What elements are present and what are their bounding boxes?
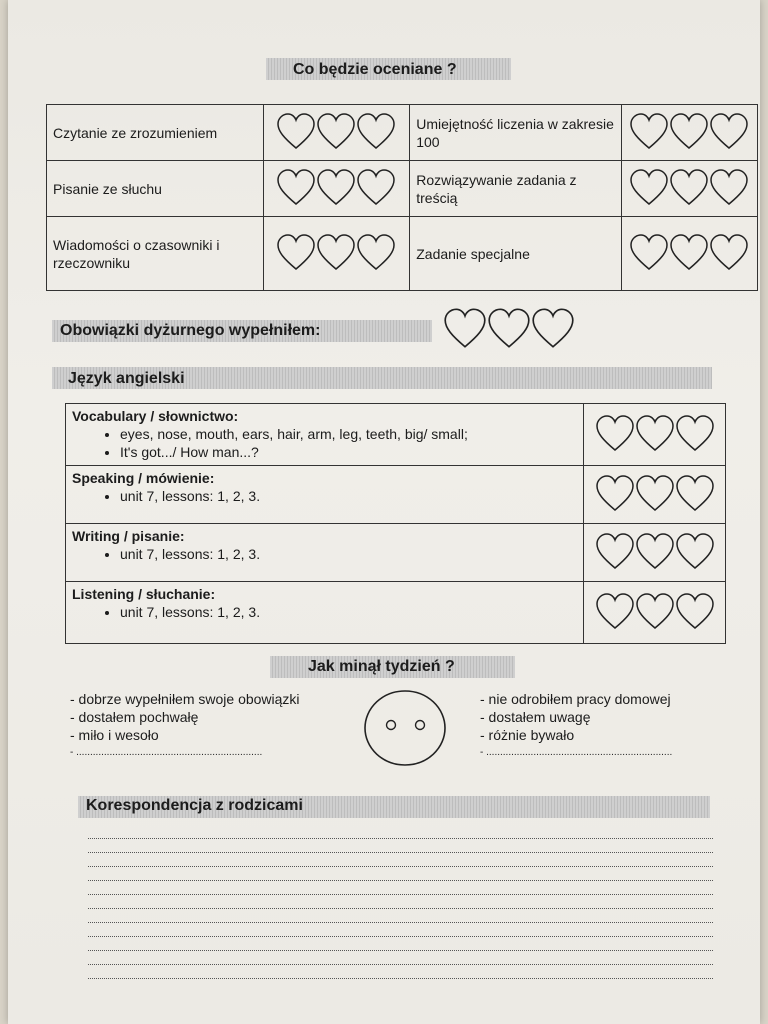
heart-rating[interactable]: [584, 404, 726, 466]
heart-icon[interactable]: [276, 167, 316, 207]
heart-rating[interactable]: [263, 161, 410, 217]
heart-icon[interactable]: [487, 306, 531, 350]
heart-icon[interactable]: [316, 167, 356, 207]
english-items: [72, 425, 577, 461]
assessment-skill-right: Zadanie specjalne: [410, 217, 622, 291]
writing-line[interactable]: [88, 866, 713, 867]
writing-line[interactable]: [88, 894, 713, 895]
writing-line[interactable]: [88, 936, 713, 937]
assessment-title: Co będzie oceniane ?: [293, 61, 457, 78]
writing-line[interactable]: [88, 908, 713, 909]
english-skill-cell: [66, 524, 584, 582]
heart-rating[interactable]: [263, 217, 410, 291]
heart-icon[interactable]: [629, 232, 669, 272]
heart-rating[interactable]: [584, 582, 726, 644]
worksheet-page: [8, 0, 760, 1024]
week-good-item: - ...................................................................: [70, 747, 263, 758]
heart-icon[interactable]: [276, 232, 316, 272]
heart-icon[interactable]: [675, 531, 715, 571]
heart-icon[interactable]: [635, 473, 675, 513]
heart-icon[interactable]: [669, 111, 709, 151]
english-row: [66, 404, 726, 466]
heart-icon[interactable]: [629, 111, 669, 151]
assessment-skill-right: Umiejętność liczenia w zakresie 100: [410, 105, 622, 161]
english-title: Język angielski: [68, 370, 185, 387]
assessment-skill-right: Rozwiązywanie zadania z treścią: [410, 161, 622, 217]
english-item: • eyes, nose, mouth, ears, hair, arm, leg, teeth, big/ small;: [120, 425, 577, 443]
english-row: [66, 466, 726, 524]
writing-line[interactable]: [88, 950, 713, 951]
week-bad-item: - różnie bywało: [480, 727, 575, 743]
duty-heart-rating[interactable]: [443, 306, 575, 355]
heart-icon[interactable]: [356, 232, 396, 272]
heart-icon[interactable]: [635, 413, 675, 453]
writing-line[interactable]: [88, 922, 713, 923]
english-subject: Writing / pisanie:: [72, 528, 185, 544]
english-items: [72, 603, 577, 621]
heart-icon[interactable]: [276, 111, 316, 151]
heart-icon[interactable]: [595, 413, 635, 453]
english-subject: Listening / słuchanie:: [72, 586, 216, 602]
heart-icon[interactable]: [709, 111, 749, 151]
english-items: [72, 487, 577, 505]
english-item: • unit 7, lessons: 1, 2, 3.: [120, 603, 577, 621]
heart-icon[interactable]: [356, 111, 396, 151]
week-good-item: - dobrze wypełniłem swoje obowiązki: [70, 691, 300, 707]
english-table: [65, 403, 726, 644]
heart-icon[interactable]: [595, 531, 635, 571]
heart-icon[interactable]: [316, 232, 356, 272]
week-bad-item: - ...................................................................: [480, 747, 673, 758]
writing-line[interactable]: [88, 852, 713, 853]
heart-rating[interactable]: [263, 105, 410, 161]
english-item: • unit 7, lessons: 1, 2, 3.: [120, 545, 577, 563]
heart-icon[interactable]: [629, 167, 669, 207]
heart-icon[interactable]: [669, 167, 709, 207]
writing-line[interactable]: [88, 838, 713, 839]
heart-icon[interactable]: [635, 531, 675, 571]
english-subject: Vocabulary / słownictwo:: [72, 408, 239, 424]
heart-icon[interactable]: [316, 111, 356, 151]
heart-icon[interactable]: [675, 473, 715, 513]
face-circle-icon[interactable]: [360, 686, 450, 770]
heart-rating[interactable]: [621, 105, 757, 161]
heart-icon[interactable]: [675, 591, 715, 631]
heart-icon[interactable]: [635, 591, 675, 631]
week-good-list: [70, 690, 300, 762]
writing-line[interactable]: [88, 978, 713, 979]
english-item: • It's got.../ How man...?: [120, 443, 577, 461]
heart-icon[interactable]: [669, 232, 709, 272]
heart-rating[interactable]: [584, 466, 726, 524]
english-items: [72, 545, 577, 563]
assessment-row: [47, 105, 758, 161]
heart-rating[interactable]: [584, 524, 726, 582]
writing-line[interactable]: [88, 964, 713, 965]
english-skill-cell: [66, 582, 584, 644]
week-title: Jak minął tydzień ?: [308, 658, 455, 675]
english-subject: Speaking / mówienie:: [72, 470, 215, 486]
heart-icon[interactable]: [709, 167, 749, 207]
english-skill-cell: [66, 404, 584, 466]
english-row: [66, 582, 726, 644]
english-skill-cell: [66, 466, 584, 524]
heart-icon[interactable]: [531, 306, 575, 350]
assessment-skill-left: Czytanie ze zrozumieniem: [47, 105, 264, 161]
week-bad-item: - nie odrobiłem pracy domowej: [480, 691, 671, 707]
heart-icon[interactable]: [595, 473, 635, 513]
english-item: • unit 7, lessons: 1, 2, 3.: [120, 487, 577, 505]
assessment-skill-left: Wiadomości o czasowniki i rzeczowniku: [47, 217, 264, 291]
english-row: [66, 524, 726, 582]
week-good-item: - dostałem pochwałę: [70, 709, 199, 725]
duty-label: Obowiązki dyżurnego wypełniłem:: [60, 322, 321, 339]
week-bad-item: - dostałem uwagę: [480, 709, 591, 725]
week-bad-list: [480, 690, 672, 762]
heart-icon[interactable]: [709, 232, 749, 272]
heart-icon[interactable]: [675, 413, 715, 453]
heart-icon[interactable]: [443, 306, 487, 350]
heart-icon[interactable]: [356, 167, 396, 207]
assessment-row: [47, 161, 758, 217]
writing-line[interactable]: [88, 880, 713, 881]
heart-rating[interactable]: [621, 217, 757, 291]
assessment-row: [47, 217, 758, 291]
heart-icon[interactable]: [595, 591, 635, 631]
assessment-skill-left: Pisanie ze słuchu: [47, 161, 264, 217]
assessment-table: [46, 104, 758, 291]
correspondence-title: Korespondencja z rodzicami: [86, 797, 303, 814]
heart-rating[interactable]: [621, 161, 757, 217]
week-good-item: - miło i wesoło: [70, 727, 159, 743]
